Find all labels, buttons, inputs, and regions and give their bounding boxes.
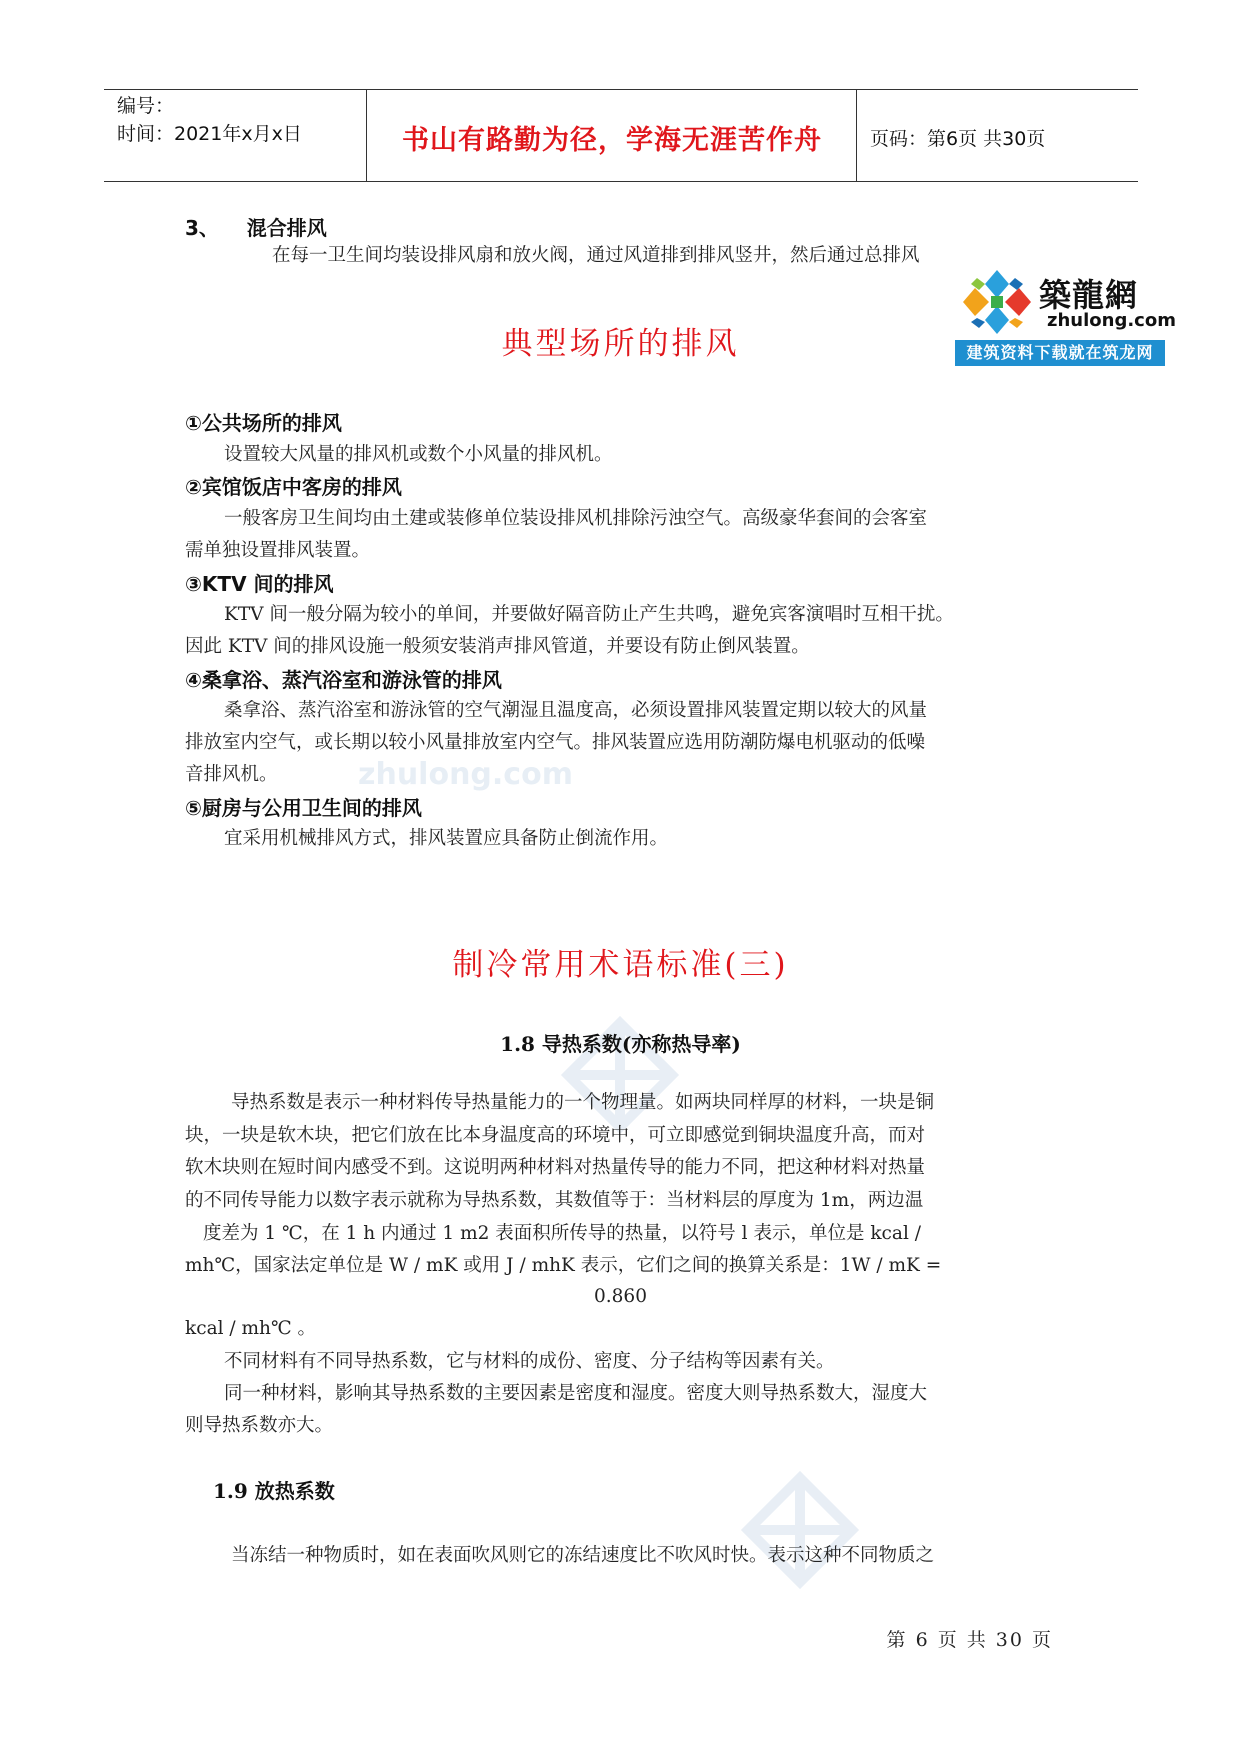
item-4-heading: ④桑拿浴、蒸汽浴室和游泳管的排风 <box>185 668 502 692</box>
item-3-line-2: 因此 KTV 间的排风设施一般须安装消声排风管道，并要设有防止倒风装置。 <box>185 636 810 657</box>
s19-heading: 1.9 放热系数 <box>213 1479 335 1503</box>
s18-line-3: 软木块则在短时间内感受不到。这说明两种材料对热量传导的能力不同，把这种材料对热量 <box>185 1157 926 1178</box>
footer-page-number: 第 6 页 共 30 页 <box>886 1629 1053 1651</box>
s18-paragraph-2: 不同材料有不同导热系数，它与材料的成份、密度、分子结构等因素有关。 <box>224 1351 835 1372</box>
item-3-line-1: KTV 间一般分隔为较小的单间，并要做好隔音防止产生共鸣，避免宾客演唱时互相干扰。 <box>224 604 954 625</box>
section-mixed-heading: 3、 混合排风 <box>185 216 327 240</box>
header-top-rule <box>104 89 1138 90</box>
s18-line-6: mh℃，国家法定单位是 W / mK 或用 J / mhK 表示，它们之间的换算关系是：1W / mK = <box>185 1255 942 1276</box>
s18-line-2: 块，一块是软木块，把它们放在比本身温度高的环境中，可立即感觉到铜块温度升高，而对 <box>185 1125 926 1146</box>
typical-title: 典型场所的排风 <box>501 326 740 362</box>
watermark-emblem-icon-2 <box>740 1470 860 1590</box>
item-3-heading: ③KTV 间的排风 <box>185 572 334 596</box>
item-2-line-2: 需单独设置排风装置。 <box>185 540 371 561</box>
s18-unit: kcal / mh℃ 。 <box>185 1318 317 1339</box>
s18-paragraph-3-line-2: 则导热系数亦大。 <box>185 1415 334 1436</box>
item-4-line-1: 桑拿浴、蒸汽浴室和游泳管的空气潮湿且温度高，必须设置排风装置定期以较大的风量 <box>224 700 928 721</box>
s18-heading: 1.8 导热系数(亦称热导率) <box>500 1032 741 1056</box>
s18-line-5: 度差为 1 ℃，在 1 h 内通过 1 m2 表面积所传导的热量，以符号 l 表示，单位是 kcal / <box>203 1223 921 1244</box>
item-4-line-2: 排放室内空气，或长期以较小风量排放室内空气。排风装置应选用防潮防爆电机驱动的低噪 <box>185 732 926 753</box>
header-bottom-rule <box>104 181 1138 182</box>
item-1-line-1: 设置较大风量的排风机或数个小风量的排风机。 <box>224 444 613 465</box>
item-2-heading: ②宾馆饭店中客房的排风 <box>185 475 402 499</box>
header-divider-right <box>856 89 857 181</box>
s18-line-1: 导热系数是表示一种材料传导热量能力的一个物理量。如两块同样厚的材料，一块是铜 <box>231 1092 935 1113</box>
s18-line-4: 的不同传导能力以数字表示就称为导热系数，其数值等于：当材料层的厚度为 1m，两边温 <box>185 1190 924 1211</box>
logo-domain: zhulong.com <box>1047 310 1176 331</box>
item-4-line-3: 音排风机。 <box>185 764 278 785</box>
header-meta <box>117 92 302 148</box>
refrigeration-title: 制冷常用术语标准(三) <box>452 947 789 983</box>
section-mixed-text: 在每一卫生间均装设排风扇和放火阀，通过风道排到排风竖井，然后通过总排风 <box>272 245 920 266</box>
watermark-text: zhulong.com <box>358 757 573 792</box>
item-5-line-1: 宜采用机械排风方式，排风装置应具备防止倒流作用。 <box>224 828 669 849</box>
item-1-heading: ①公共场所的排风 <box>185 411 342 435</box>
header-motto: 书山有路勤为径，学海无涯苦作舟 <box>402 125 822 156</box>
header-divider-left <box>366 89 367 181</box>
item-2-line-1: 一般客房卫生间均由土建或装修单位装设排风机排除污浊空气。高级豪华套间的会客室 <box>224 508 928 529</box>
s18-value: 0.860 <box>594 1286 647 1307</box>
s19-line-1: 当冻结一种物质时，如在表面吹风则它的冻结速度比不吹风时快。表示这种不同物质之 <box>231 1545 935 1566</box>
header-time: 时间：2021年x月x日 <box>117 123 302 145</box>
item-5-heading: ⑤厨房与公用卫生间的排风 <box>185 796 422 820</box>
s18-paragraph-3-line-1: 同一种材料，影响其导热系数的主要因素是密度和湿度。密度大则导热系数大，湿度大 <box>224 1383 928 1404</box>
logo-slogan: 建筑资料下载就在筑龙网 <box>955 340 1165 366</box>
header-number: 编号： <box>117 95 175 117</box>
header-page-info: 页码：第6页 共30页 <box>870 128 1046 150</box>
logo-name: 築龍網 <box>1039 276 1139 314</box>
